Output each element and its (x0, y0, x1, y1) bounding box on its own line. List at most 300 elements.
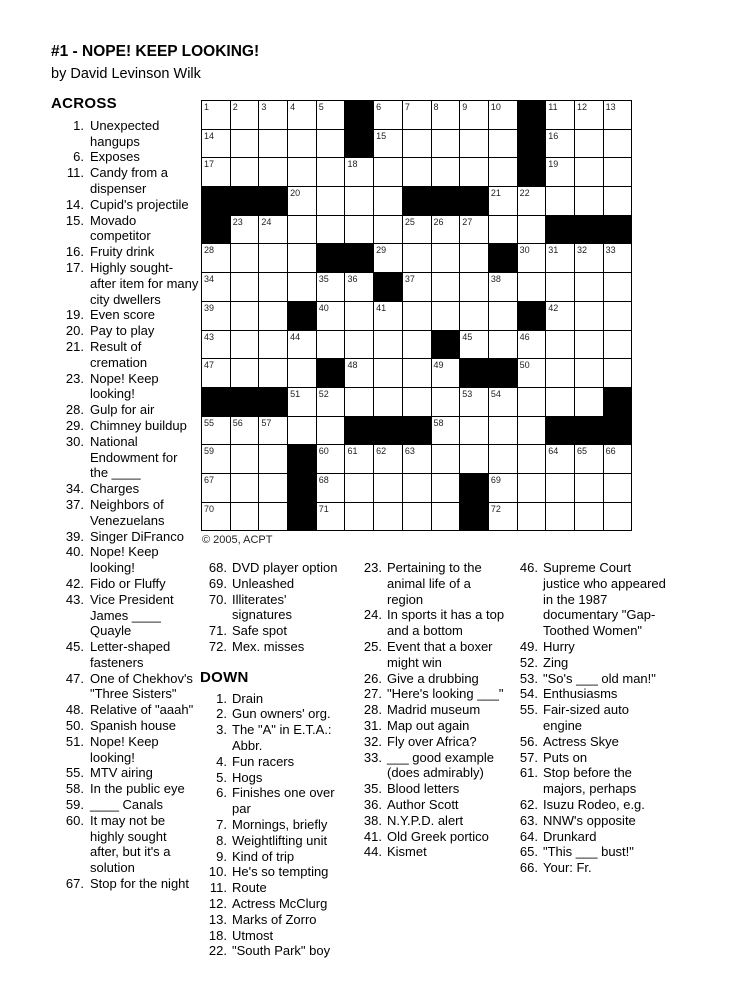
clue-item (511, 813, 671, 829)
grid-cell-black (374, 273, 403, 302)
clue-text: Supreme Court justice who appeared in the 1987 documentary "Gap-Toothed Women" (543, 560, 666, 639)
clue-item (511, 860, 671, 876)
clue-item (511, 560, 671, 639)
grid-cell[interactable] (317, 273, 346, 302)
grid-cell[interactable] (259, 158, 288, 187)
clue-number: 10. (208, 864, 227, 880)
grid-cell[interactable] (489, 302, 518, 331)
grid-cell[interactable] (489, 130, 518, 159)
clue-number: 48. (65, 702, 84, 718)
clue-text: Author Scott (387, 796, 459, 812)
clue-item (355, 750, 505, 782)
grid-cell[interactable] (202, 331, 231, 360)
grid-cell[interactable] (374, 388, 403, 417)
grid-cell[interactable] (202, 503, 231, 532)
grid-cell[interactable] (317, 302, 346, 331)
grid-cell[interactable] (518, 273, 547, 302)
clue-text: National Endowment for the ____ (90, 433, 178, 481)
grid-cell[interactable] (546, 101, 575, 130)
grid-cell[interactable] (374, 503, 403, 532)
grid-cell[interactable] (518, 503, 547, 532)
cell-number: 47 (204, 360, 215, 371)
grid-cell[interactable] (288, 273, 317, 302)
clue-item (200, 576, 350, 592)
grid-cell[interactable] (259, 216, 288, 245)
grid-cell-black (403, 417, 432, 446)
cell-number: 50 (519, 360, 530, 371)
grid-cell[interactable] (202, 158, 231, 187)
grid-cell[interactable] (317, 474, 346, 503)
grid-cell[interactable] (403, 359, 432, 388)
clue-item (51, 481, 199, 497)
grid-cell[interactable] (489, 388, 518, 417)
grid-cell[interactable] (288, 187, 317, 216)
clue-item (200, 880, 350, 896)
grid-cell[interactable] (432, 503, 461, 532)
grid-cell[interactable] (345, 359, 374, 388)
grid-cell[interactable] (575, 445, 604, 474)
grid-cell[interactable] (518, 474, 547, 503)
grid-cell[interactable] (259, 302, 288, 331)
mixed-clues-column (200, 560, 350, 959)
grid-cell[interactable] (432, 273, 461, 302)
grid-cell-black (288, 302, 317, 331)
clue-item (355, 671, 505, 687)
grid-cell[interactable] (345, 302, 374, 331)
grid-cell[interactable] (489, 187, 518, 216)
cell-number: 54 (490, 388, 501, 399)
grid-cell[interactable] (575, 503, 604, 532)
grid-cell[interactable] (432, 302, 461, 331)
grid-cell[interactable] (460, 101, 489, 130)
clue-number: 70. (208, 591, 227, 607)
grid-cell[interactable] (575, 359, 604, 388)
grid-cell[interactable] (317, 388, 346, 417)
grid-cell[interactable] (288, 388, 317, 417)
clue-item (51, 876, 199, 892)
grid-cell-black (604, 216, 633, 245)
clue-text: Unleashed (232, 575, 295, 591)
grid-cell[interactable] (288, 101, 317, 130)
grid-cell[interactable] (575, 388, 604, 417)
grid-cell[interactable] (575, 331, 604, 360)
grid-cell[interactable] (259, 474, 288, 503)
grid-cell[interactable] (604, 474, 633, 503)
grid-cell[interactable] (518, 187, 547, 216)
clue-text: Give a drubbing (387, 670, 479, 686)
grid-cell[interactable] (345, 273, 374, 302)
clue-item (51, 529, 199, 545)
grid-cell[interactable] (432, 474, 461, 503)
clue-text: DVD player option (232, 560, 338, 575)
clue-number: 23. (363, 560, 382, 575)
grid-cell[interactable] (403, 216, 432, 245)
cell-number: 17 (204, 159, 215, 170)
grid-cell[interactable] (604, 101, 633, 130)
clue-number: 13. (208, 911, 227, 927)
grid-cell[interactable] (231, 158, 260, 187)
cell-number: 1 (204, 102, 210, 112)
grid-cell[interactable] (432, 388, 461, 417)
grid-cell[interactable] (575, 474, 604, 503)
grid-cell[interactable] (489, 158, 518, 187)
grid-cell[interactable] (546, 331, 575, 360)
cell-number: 39 (204, 302, 215, 313)
grid-cell[interactable] (604, 273, 633, 302)
clue-item (200, 864, 350, 880)
clue-text: Drunkard (543, 828, 597, 844)
grid-cell[interactable] (374, 445, 403, 474)
clue-text: "South Park" boy (232, 943, 331, 959)
grid-cell[interactable] (231, 359, 260, 388)
clue-text: Unexpected hangups (90, 117, 160, 149)
grid-cell[interactable] (460, 445, 489, 474)
clue-item (511, 702, 671, 734)
grid-cell[interactable] (546, 302, 575, 331)
grid-cell[interactable] (231, 273, 260, 302)
grid-cell[interactable] (546, 474, 575, 503)
grid-cell[interactable] (288, 216, 317, 245)
grid-cell[interactable] (460, 388, 489, 417)
clue-item (200, 785, 350, 817)
clue-text: Nope! Keep looking! (90, 733, 159, 765)
cell-number: 29 (376, 245, 387, 256)
grid-cell[interactable] (288, 417, 317, 446)
grid-cell[interactable] (403, 244, 432, 273)
clue-number: 32. (363, 733, 382, 749)
grid-cell[interactable] (518, 331, 547, 360)
grid-cell[interactable] (518, 445, 547, 474)
grid-cell[interactable] (317, 417, 346, 446)
grid-cell[interactable] (288, 331, 317, 360)
grid-cell[interactable] (604, 331, 633, 360)
grid-cell[interactable] (345, 331, 374, 360)
grid-cell[interactable] (432, 417, 461, 446)
grid-cell[interactable] (546, 445, 575, 474)
clue-number: 66. (519, 860, 538, 876)
clue-number: 1. (73, 117, 84, 133)
grid-cell[interactable] (202, 302, 231, 331)
clue-item (51, 734, 199, 766)
clue-item (200, 817, 350, 833)
grid-cell[interactable] (403, 445, 432, 474)
clue-item (200, 833, 350, 849)
grid-cell[interactable] (546, 359, 575, 388)
grid-cell[interactable] (403, 503, 432, 532)
grid-cell[interactable] (432, 101, 461, 130)
grid-cell[interactable] (288, 130, 317, 159)
grid-cell[interactable] (489, 101, 518, 130)
clue-number: 30. (65, 433, 84, 449)
cell-number: 42 (548, 302, 559, 313)
cell-number: 20 (290, 188, 301, 199)
clue-item (51, 197, 199, 213)
grid-cell[interactable] (604, 244, 633, 273)
grid-cell[interactable] (259, 331, 288, 360)
grid-cell[interactable] (202, 244, 231, 273)
grid-cell[interactable] (374, 302, 403, 331)
grid-cell[interactable] (317, 101, 346, 130)
clue-item (200, 639, 350, 655)
grid-cell[interactable] (317, 130, 346, 159)
grid-cell[interactable] (288, 359, 317, 388)
clue-text: Blood letters (387, 781, 460, 797)
clue-item (51, 371, 199, 403)
cell-number: 44 (290, 331, 301, 342)
clue-number: 41. (363, 828, 382, 844)
grid-cell-black (288, 474, 317, 503)
grid-cell[interactable] (202, 417, 231, 446)
grid-cell[interactable] (259, 445, 288, 474)
grid-cell[interactable] (345, 187, 374, 216)
grid-cell[interactable] (374, 244, 403, 273)
grid-cell[interactable] (460, 273, 489, 302)
grid-cell[interactable] (231, 417, 260, 446)
clue-text: Charges (90, 481, 140, 497)
clue-text: Neighbors of Venezuelans (90, 496, 165, 528)
grid-cell-black (202, 216, 231, 245)
grid-cell[interactable] (489, 474, 518, 503)
grid-cell[interactable] (432, 158, 461, 187)
clue-text: MTV airing (90, 765, 153, 781)
grid-cell[interactable] (202, 101, 231, 130)
grid-cell[interactable] (604, 187, 633, 216)
grid-cell[interactable] (518, 388, 547, 417)
grid-cell[interactable] (460, 302, 489, 331)
cell-number: 67 (204, 474, 215, 485)
grid-cell[interactable] (460, 417, 489, 446)
cell-number: 68 (318, 474, 329, 485)
puzzle-title: #1 - NOPE! KEEP LOOKING! (51, 43, 260, 60)
clue-text: Gulp for air (90, 402, 155, 418)
grid-cell[interactable] (489, 503, 518, 532)
clue-number: 7. (216, 816, 227, 832)
clue-number: 69. (208, 575, 227, 591)
grid-cell[interactable] (259, 417, 288, 446)
grid-cell[interactable] (403, 302, 432, 331)
grid-cell[interactable] (403, 101, 432, 130)
clue-number: 63. (519, 812, 538, 828)
clue-text: Drain (232, 690, 264, 706)
grid-cell[interactable] (202, 130, 231, 159)
clue-text: Utmost (232, 927, 274, 943)
grid-cell[interactable] (518, 244, 547, 273)
grid-cell[interactable] (345, 216, 374, 245)
grid-cell[interactable] (575, 130, 604, 159)
grid-cell[interactable] (374, 101, 403, 130)
grid-cell[interactable] (489, 417, 518, 446)
clue-text: Marks of Zorro (232, 911, 317, 927)
cell-number: 70 (204, 503, 215, 514)
cell-number: 3 (261, 102, 267, 112)
grid-cell[interactable] (231, 244, 260, 273)
grid-cell[interactable] (460, 331, 489, 360)
clue-number: 44. (363, 844, 382, 860)
grid-cell-black (460, 359, 489, 388)
grid-cell[interactable] (317, 216, 346, 245)
grid-cell[interactable] (288, 244, 317, 273)
clue-item (51, 339, 199, 371)
grid-cell[interactable] (259, 244, 288, 273)
cell-number: 43 (204, 331, 215, 342)
clue-text: Puts on (543, 749, 588, 765)
grid-cell-black (317, 244, 346, 273)
down-clues-column-3 (511, 560, 671, 876)
grid-cell[interactable] (202, 474, 231, 503)
grid-cell[interactable] (546, 158, 575, 187)
clue-item (200, 896, 350, 912)
clue-item (200, 912, 350, 928)
grid-cell[interactable] (489, 331, 518, 360)
grid-cell[interactable] (575, 187, 604, 216)
clue-text: Fruity drink (90, 244, 155, 260)
grid-cell[interactable] (546, 273, 575, 302)
grid-cell[interactable] (374, 216, 403, 245)
grid-cell[interactable] (231, 302, 260, 331)
clue-text: One of Chekhov's "Three Sisters" (90, 670, 193, 702)
clue-text: Old Greek portico (387, 828, 489, 844)
grid-cell[interactable] (489, 445, 518, 474)
grid-cell[interactable] (317, 187, 346, 216)
grid-cell[interactable] (231, 445, 260, 474)
grid-cell[interactable] (518, 359, 547, 388)
across-heading: ACROSS (51, 95, 117, 112)
grid-cell[interactable] (403, 331, 432, 360)
grid-cell[interactable] (489, 273, 518, 302)
clue-text: Candy from a dispenser (90, 165, 169, 196)
grid-cell[interactable] (460, 130, 489, 159)
grid-cell[interactable] (604, 302, 633, 331)
grid-cell[interactable] (460, 244, 489, 273)
grid-cell[interactable] (489, 216, 518, 245)
clue-number: 37. (65, 496, 84, 512)
grid-cell[interactable] (432, 216, 461, 245)
grid-cell[interactable] (317, 158, 346, 187)
grid-cell[interactable] (518, 417, 547, 446)
grid-cell[interactable] (231, 101, 260, 130)
grid-cell[interactable] (403, 158, 432, 187)
grid-cell[interactable] (575, 273, 604, 302)
grid-cell[interactable] (432, 445, 461, 474)
grid-cell-black (231, 388, 260, 417)
clue-text: Movado competitor (90, 212, 151, 244)
grid-cell[interactable] (604, 503, 633, 532)
clue-item (200, 691, 350, 707)
clue-text: N.Y.P.D. alert (387, 812, 464, 828)
grid-cell[interactable] (403, 474, 432, 503)
grid-cell[interactable] (345, 445, 374, 474)
grid-cell[interactable] (546, 187, 575, 216)
grid-cell[interactable] (604, 158, 633, 187)
grid-cell[interactable] (403, 388, 432, 417)
clue-item (355, 560, 505, 607)
grid-cell[interactable] (432, 359, 461, 388)
clue-item (51, 671, 199, 703)
grid-cell[interactable] (374, 130, 403, 159)
grid-cell[interactable] (604, 445, 633, 474)
grid-cell[interactable] (259, 359, 288, 388)
grid-cell[interactable] (345, 503, 374, 532)
clue-number: 14. (65, 196, 84, 212)
grid-cell[interactable] (546, 388, 575, 417)
grid-cell[interactable] (231, 474, 260, 503)
grid-cell[interactable] (403, 273, 432, 302)
grid-cell[interactable] (460, 158, 489, 187)
grid-cell-black (575, 216, 604, 245)
cell-number: 61 (347, 446, 358, 457)
down-heading: DOWN (200, 668, 249, 686)
grid-cell[interactable] (345, 388, 374, 417)
grid-cell[interactable] (231, 503, 260, 532)
clue-item (355, 781, 505, 797)
grid-cell[interactable] (460, 216, 489, 245)
clue-number: 33. (363, 749, 382, 765)
grid-cell-black (518, 302, 547, 331)
cell-number: 21 (490, 188, 501, 199)
grid-cell[interactable] (575, 158, 604, 187)
grid-cell[interactable] (374, 359, 403, 388)
grid-cell[interactable] (374, 474, 403, 503)
grid-cell[interactable] (259, 101, 288, 130)
cell-number: 23 (232, 216, 243, 227)
grid-cell[interactable] (231, 331, 260, 360)
grid-cell[interactable] (259, 503, 288, 532)
grid-cell[interactable] (432, 130, 461, 159)
cell-number: 40 (318, 302, 329, 313)
grid-cell[interactable] (345, 158, 374, 187)
grid-cell[interactable] (345, 474, 374, 503)
grid-cell[interactable] (288, 158, 317, 187)
grid-cell[interactable] (374, 158, 403, 187)
cell-number: 18 (347, 159, 358, 170)
grid-cell[interactable] (202, 273, 231, 302)
grid-cell[interactable] (202, 445, 231, 474)
grid-cell[interactable] (374, 187, 403, 216)
grid-cell[interactable] (231, 216, 260, 245)
clue-text: Letter-shaped fasteners (90, 639, 171, 670)
grid-cell[interactable] (604, 359, 633, 388)
grid-cell[interactable] (518, 216, 547, 245)
clue-number: 4. (216, 753, 227, 769)
grid-cell-black (288, 503, 317, 532)
grid-cell[interactable] (604, 130, 633, 159)
grid-cell[interactable] (432, 244, 461, 273)
grid-cell[interactable] (202, 359, 231, 388)
grid-cell[interactable] (575, 101, 604, 130)
grid-cell-black (546, 216, 575, 245)
grid-cell[interactable] (546, 244, 575, 273)
grid-cell[interactable] (259, 273, 288, 302)
clue-number: 49. (519, 638, 538, 654)
clue-text: Safe spot (232, 623, 287, 639)
grid-cell[interactable] (403, 130, 432, 159)
clue-number: 45. (65, 639, 84, 655)
grid-cell[interactable] (317, 503, 346, 532)
grid-cell[interactable] (546, 503, 575, 532)
grid-cell[interactable] (317, 445, 346, 474)
grid-cell[interactable] (546, 130, 575, 159)
grid-cell[interactable] (575, 244, 604, 273)
grid-cell[interactable] (575, 302, 604, 331)
grid-cell[interactable] (259, 130, 288, 159)
grid-cell-black (575, 417, 604, 446)
grid-cell[interactable] (317, 331, 346, 360)
cell-number: 32 (576, 245, 587, 256)
cell-number: 37 (404, 274, 415, 285)
grid-cell[interactable] (374, 331, 403, 360)
grid-cell[interactable] (231, 130, 260, 159)
clue-text: ___ good example (does admirably) (387, 749, 494, 781)
